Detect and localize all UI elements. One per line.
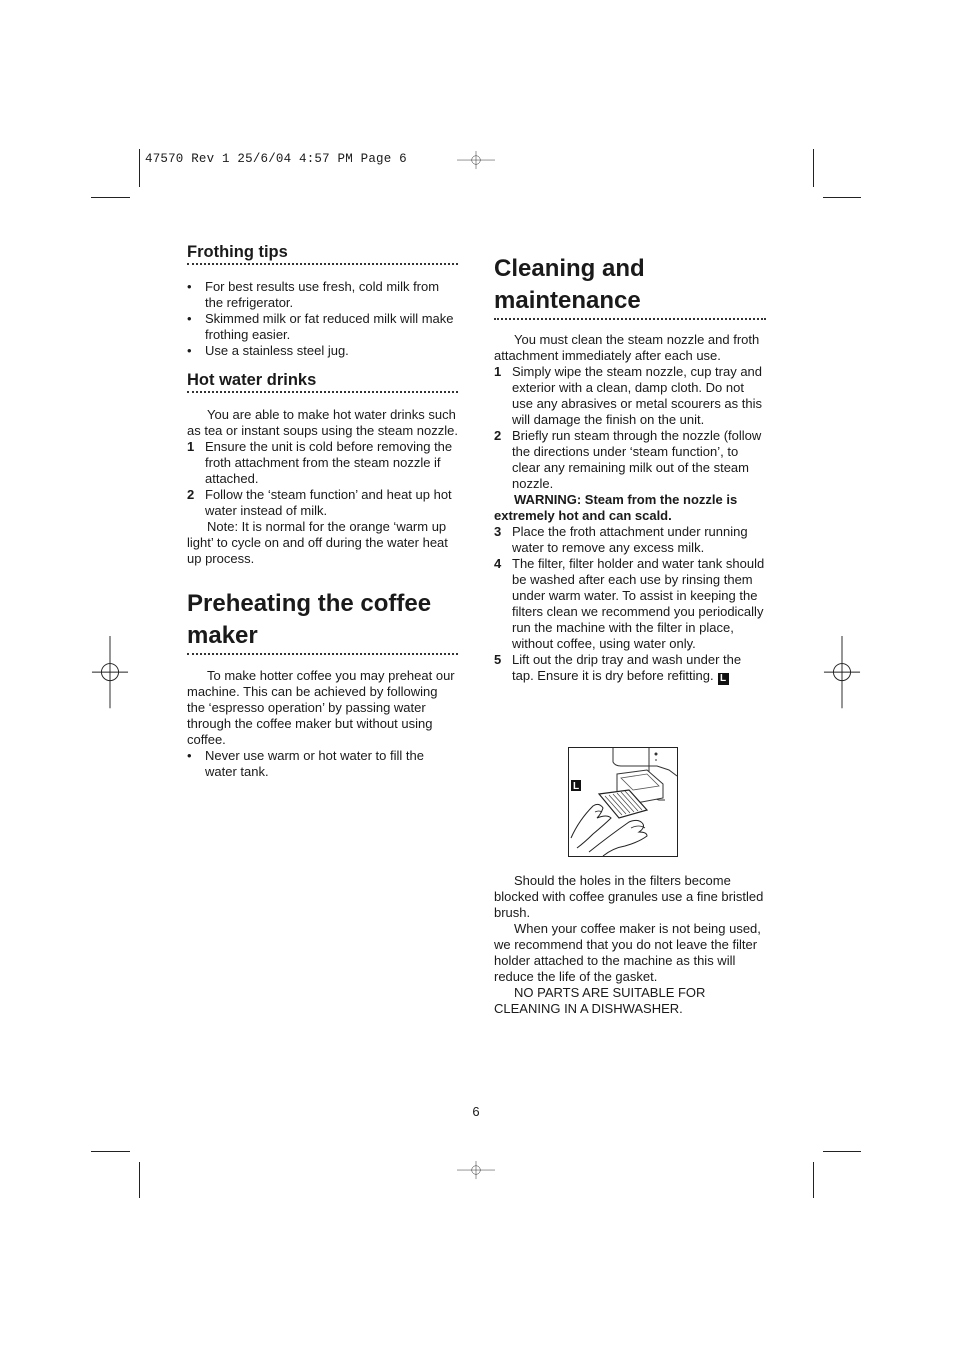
registration-mark-icon [437,151,515,189]
frothing-tips-list [187,279,458,359]
step-number: 1 [494,364,502,379]
step-number: 2 [187,487,195,502]
list-item [494,524,766,556]
page-number: 6 [472,1104,480,1119]
list-item: • Use a stainless steel jug. [187,343,458,359]
dishwasher-paragraph: NO PARTS ARE SUITABLE FOR CLEANING IN A DISHWASHER. [494,985,706,1016]
figure-ref-badge: L [718,673,729,685]
step-text: Ensure the unit is cold before removing the froth attachment from the steam nozzle if attached. [205,439,453,486]
crop-mark [813,1162,814,1198]
list-item [494,364,766,428]
step-text: Lift out the drip tray and wash under the tap. Ensure it is dry before refitting. [512,652,742,683]
cleaning-heading: Cleaning and maintenance [494,253,766,320]
list-item: • For best results use fresh, cold milk from the refrigerator. [187,279,458,311]
step-text: Briefly run steam through the nozzle (follow the directions under ‘steam function’, to clear any remaining milk out of the steam nozzle. [512,428,762,491]
filter-holes-paragraph: Should the holes in the filters become blocked with coffee granules use a fine bristled brush. [494,873,764,920]
preheating-intro: To make hotter coffee you may preheat our machine. This can be achieved by following the ‘espresso operation’ by passing water through the coffee maker but without using coffee. [187,668,455,747]
preheating-heading: Preheating the coffee maker [187,588,458,655]
crop-mark [813,149,814,187]
crop-mark [91,1151,130,1152]
hot-water-steps [187,439,458,519]
step-text: Follow the ‘steam function’ and heat up hot water instead of milk. [205,487,452,518]
list-item: • Skimmed milk or fat reduced milk will make frothing easier. [187,311,458,343]
step-number: 5 [494,652,502,667]
right-column-lower [494,873,766,1017]
step-number: 4 [494,556,502,571]
printer-slug: 47570 Rev 1 25/6/04 4:57 PM Page 6 [145,152,407,166]
left-column [187,244,458,780]
storage-paragraph: When your coffee maker is not being used, we recommend that you do not leave the filter holder attached to the machine as this will reduce the life of the gasket. [494,921,761,984]
registration-mark-icon [823,636,861,712]
step-number: 2 [494,428,502,443]
cleaning-steps-a [494,364,766,492]
hot-water-intro: You are able to make hot water drinks such as tea or instant soups using the steam nozzle. [187,407,458,438]
crop-mark [91,197,130,198]
list-item [494,556,766,652]
steam-warning: WARNING: Steam from the nozzle is extremely hot and can scald. [494,492,738,523]
list-item [187,439,458,487]
step-text: The filter, filter holder and water tank should be washed after each use by rinsing them under warm water. To assist in keeping the filters clean we recommend you periodically run the machine with the filter in place, without coffee, using water only. [512,556,765,651]
registration-mark-icon [91,636,129,712]
hot-water-heading: Hot water drinks [187,372,458,393]
crop-mark [823,197,861,198]
list-item [494,652,766,685]
frothing-tips-heading: Frothing tips [187,244,458,265]
step-number: 1 [187,439,195,454]
list-item: • Never use warm or hot water to fill the water tank. [187,748,458,780]
step-text: Place the froth attachment under running water to remove any excess milk. [512,524,748,555]
list-item [187,487,458,519]
cleaning-steps-b [494,524,766,685]
cleaning-intro: You must clean the steam nozzle and froth attachment immediately after each use. [494,332,760,363]
right-column [494,253,766,685]
hot-water-note: Note: It is normal for the orange ‘warm up light’ to cycle on and off during the water heat up process. [187,519,448,566]
figure-label: L [572,781,580,792]
list-item [494,428,766,492]
registration-mark-icon [437,1161,515,1199]
drip-tray-figure [568,747,678,857]
step-text: Simply wipe the steam nozzle, cup tray and exterior with a clean, damp cloth. Do not use any abrasives or metal scourers as this will damage the finish on the unit. [512,364,763,427]
crop-mark [139,1162,140,1198]
drip-tray-illustration-icon [569,748,677,856]
crop-mark [139,149,140,187]
preheating-list [187,748,458,780]
crop-mark [823,1151,861,1152]
step-number: 3 [494,524,502,539]
